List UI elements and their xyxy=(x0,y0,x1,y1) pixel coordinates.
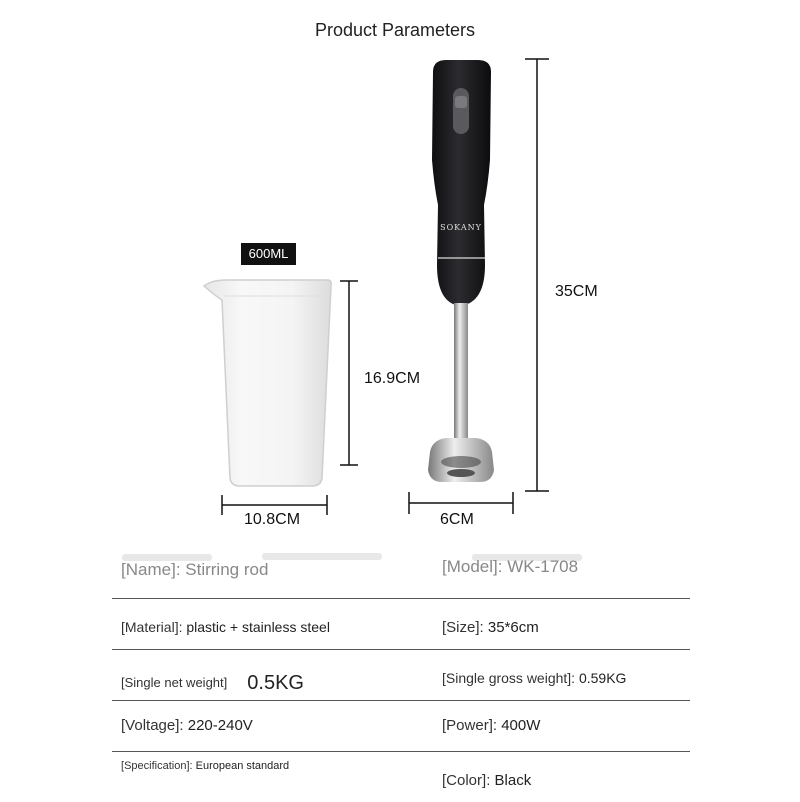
spec-row xyxy=(112,752,690,802)
spec-model: [Model]: WK-1708 xyxy=(442,557,579,576)
spec-size-key: Size xyxy=(446,619,476,636)
spec-material-key: Material xyxy=(124,619,175,635)
spec-gross-weight-value: 0.59KG xyxy=(578,670,627,686)
brand-label: SOKANY xyxy=(440,223,482,232)
spec-name-value: Stirring rod xyxy=(185,560,269,579)
spec-table xyxy=(112,548,690,802)
blender-shaft xyxy=(454,303,468,445)
spec-color: [Color]: Black xyxy=(442,772,532,789)
spec-specification-key: Specification xyxy=(124,760,187,772)
spec-color-key: Color xyxy=(446,772,483,789)
hand-blender xyxy=(428,60,494,482)
spec-row xyxy=(112,599,690,650)
spec-color-value: Black xyxy=(494,772,532,789)
spec-voltage-key: Voltage xyxy=(125,717,176,734)
cup-width-label: 10.8CM xyxy=(244,511,301,528)
spec-name-key: Name xyxy=(125,560,172,579)
spec-row xyxy=(112,548,690,599)
spec-net-weight: [Single net weight] 0.5KG xyxy=(121,672,304,694)
spec-specification: [Specification]: European standard xyxy=(121,760,290,772)
spec-voltage: [Voltage]: 220-240V xyxy=(121,717,253,734)
measuring-cup xyxy=(204,280,331,486)
spec-material: [Material]: plastic + stainless steel xyxy=(121,619,330,635)
spec-row xyxy=(112,701,690,752)
cup-height-dimension-line xyxy=(340,281,358,465)
blender-width-label: 6CM xyxy=(440,511,474,528)
spec-model-key: Model xyxy=(446,557,494,576)
spec-size: [Size]: 35*6cm xyxy=(442,619,539,636)
spec-power-key: Power xyxy=(446,717,489,734)
cup-height-label: 16.9CM xyxy=(364,370,421,387)
spec-material-value: plastic + stainless steel xyxy=(186,619,330,635)
speed-button-icon xyxy=(453,88,469,134)
blender-height-label: 35CM xyxy=(555,283,598,300)
spec-net-weight-value: 0.5KG xyxy=(247,672,304,694)
capacity-badge: 600ML xyxy=(241,243,296,265)
page-title: Product Parameters xyxy=(314,20,476,40)
spec-power-value: 400W xyxy=(501,717,541,734)
blender-height-dimension-line xyxy=(525,59,549,491)
spec-gross-weight: [Single gross weight]: 0.59KG xyxy=(442,670,627,686)
spec-power: [Power]: 400W xyxy=(442,717,541,734)
spec-name: [Name]: Stirring rod xyxy=(121,560,269,579)
spec-net-weight-key: Single net weight xyxy=(124,675,224,690)
spec-gross-weight-key: Single gross weight xyxy=(445,670,568,686)
spec-row xyxy=(112,650,690,701)
spec-voltage-value: 220-240V xyxy=(187,717,253,734)
spec-model-value: WK-1708 xyxy=(507,557,579,576)
spec-size-value: 35*6cm xyxy=(487,619,539,636)
spec-specification-value: European standard xyxy=(195,760,290,772)
